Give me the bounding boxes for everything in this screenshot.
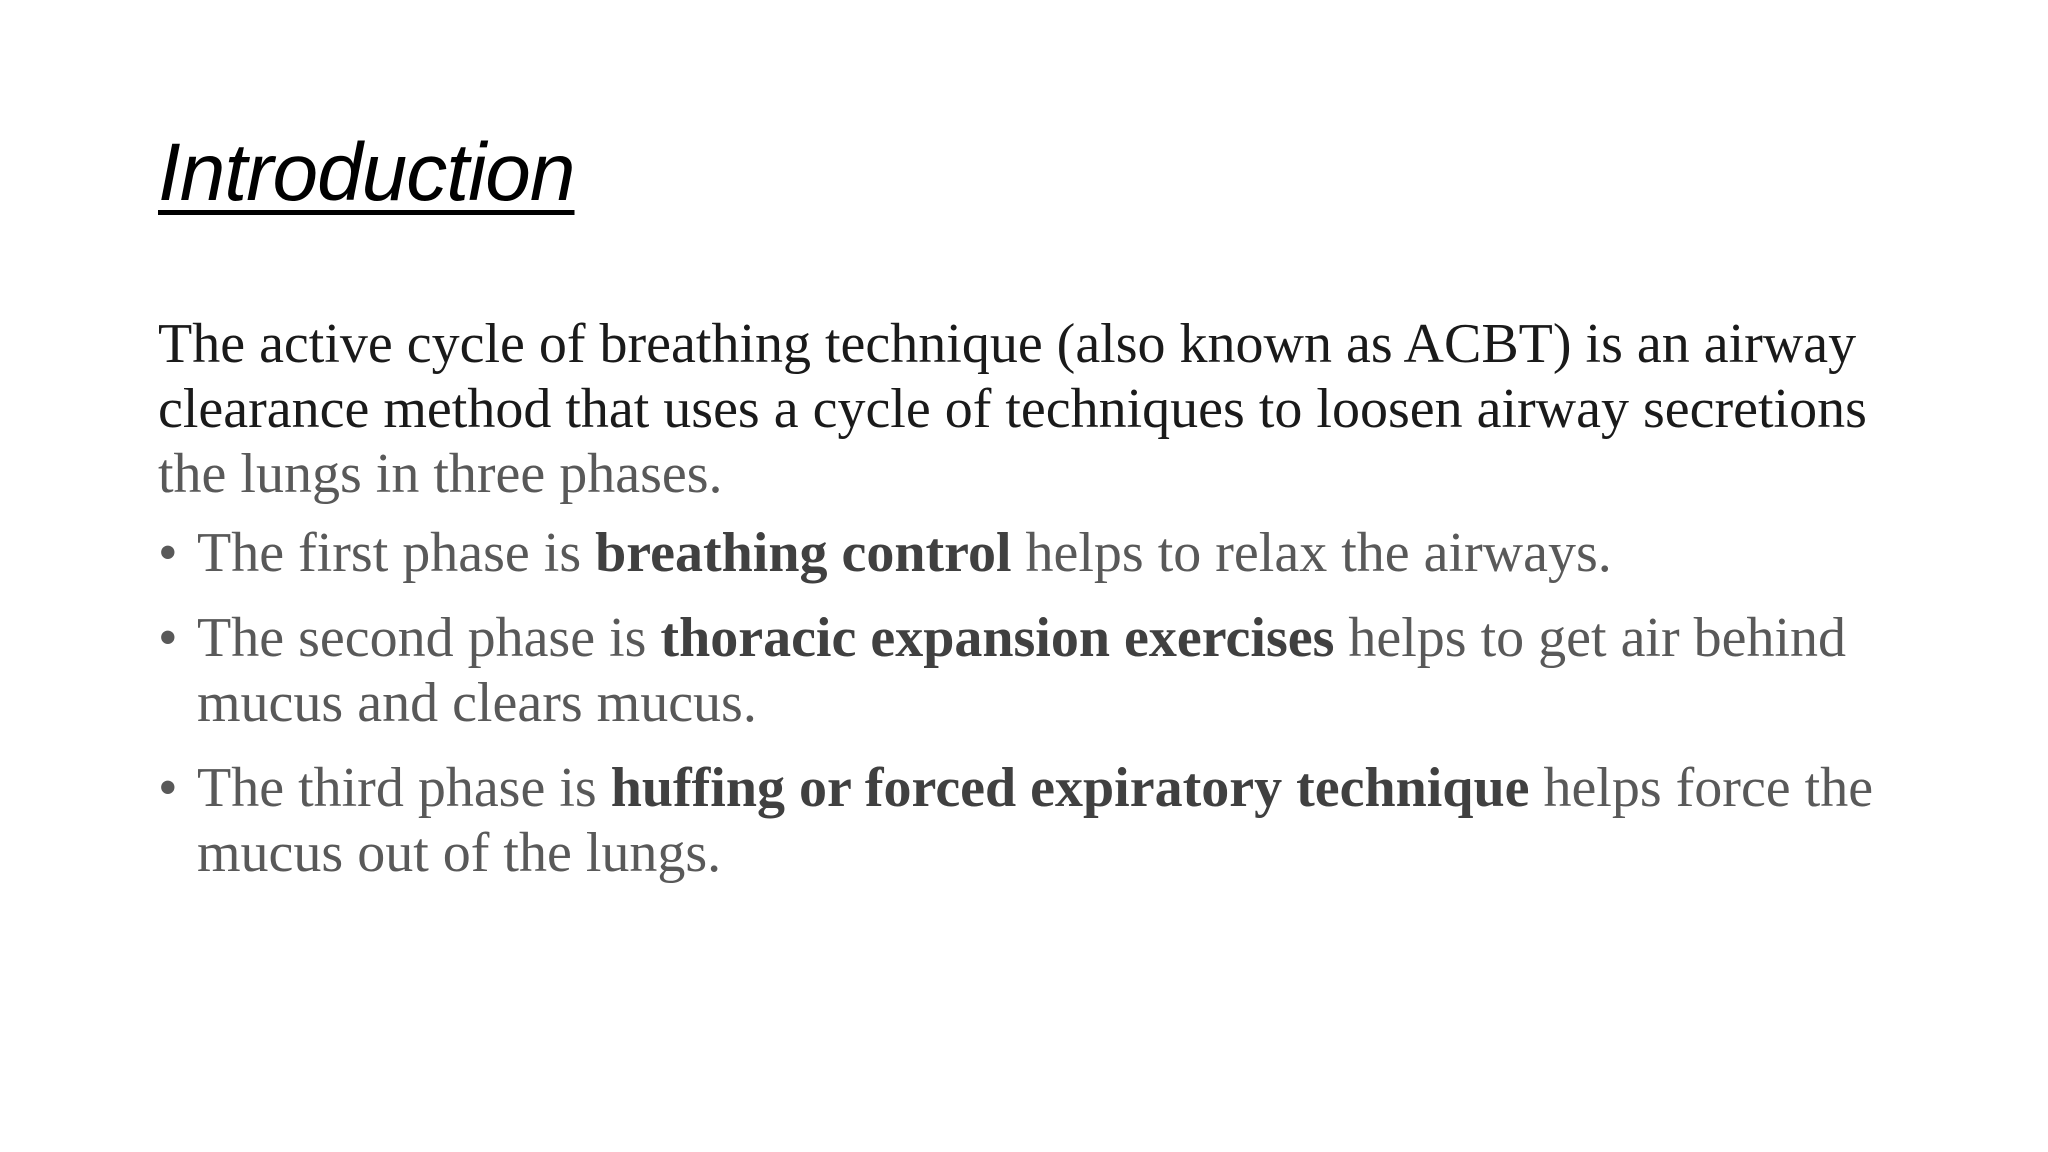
phase-description: helps to get air behind mucus and clears mucus. <box>197 607 1847 734</box>
intro-text-continuation: the lungs in three phases. <box>158 443 723 505</box>
slide-title: Introduction <box>158 127 575 218</box>
phase-prefix: The third phase is <box>197 757 611 819</box>
bullet-icon: • <box>158 607 178 669</box>
phase-description: helps to relax the airways. <box>1011 522 1612 584</box>
phase-name: breathing control <box>595 522 1012 584</box>
intro-text-main: The active cycle of breathing technique (also known as ACBT) is an airway clearance method that uses a cycle of techniques to loosen airway secretions <box>158 313 1867 440</box>
phase-prefix: The second phase is <box>197 607 661 669</box>
phase-description: helps force the mucus out of the lungs. <box>197 757 1874 884</box>
bullet-icon: • <box>158 522 178 584</box>
phase-prefix: The first phase is <box>197 522 596 584</box>
phase-name: huffing or forced expiratory technique <box>610 757 1530 819</box>
phase-list <box>158 521 1938 886</box>
phase-name: thoracic expansion exercises <box>660 607 1335 669</box>
list-item-phase-2 <box>158 606 1938 736</box>
bullet-icon: • <box>158 757 178 819</box>
list-item-phase-3 <box>158 756 1938 886</box>
slide-body <box>158 312 1938 906</box>
intro-paragraph <box>158 312 1938 507</box>
list-item-phase-1 <box>158 521 1938 586</box>
